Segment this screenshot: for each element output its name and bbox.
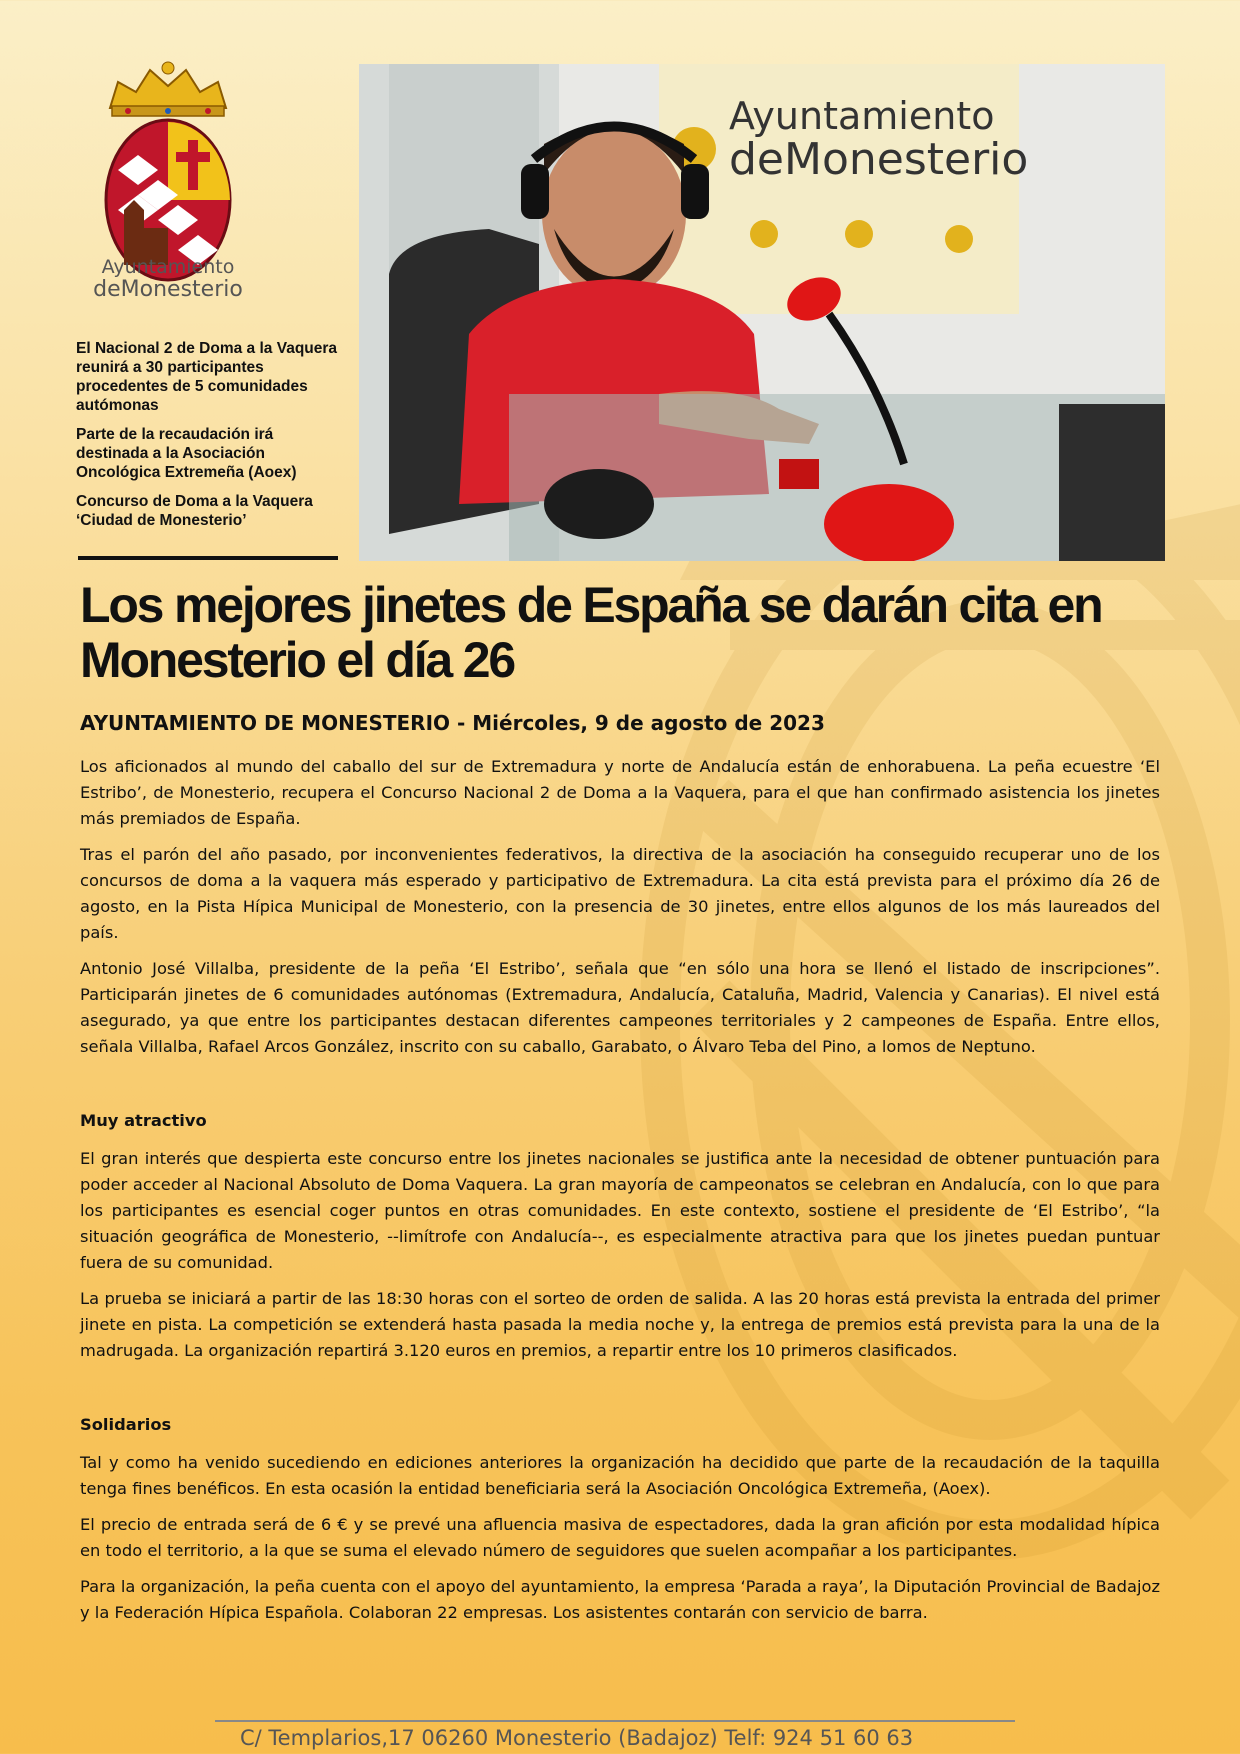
article-paragraph: La prueba se iniciará a partir de las 18:30 horas con el sorteo de orden de salida. A las 20 horas está prevista la entrada del primer jinete en pista. La competición se extenderá hasta pasada la media noche y, la entrega de premios está prevista para la una de la madrugada. La organización repartirá 3.120 euros en premios, a repartir entre los 10 primeros clasificados. — [80, 1289, 1160, 1360]
article-paragraph: Tras el parón del año pasado, por inconvenientes federativos, la directiva de la asociación ha conseguido recuperar uno de los concursos de doma a la vaquera más esperado y participativo de Extremadura. La cita está prevista para el próximo día 26 de agosto, en la Pista Hípica Municipal de Monesterio, con la presencia de 30 jinetes, entre ellos algunos de los más laureados del país. — [80, 845, 1160, 942]
sidebar-highlight: Concurso de Doma a la Vaquera ‘Ciudad de Monesterio’ — [76, 493, 313, 529]
article-paragraph: Los aficionados al mundo del caballo del sur de Extremadura y norte de Andalucía están de enhorabuena. La peña ecuestre ‘El Estribo’, de Monesterio, recupera el Concurso Nacional 2 de Doma a la Vaquera, para el que han confirmado asistencia los jinetes más premiados de España. — [80, 757, 1160, 828]
article-paragraph: Para la organización, la peña cuenta con el apoyo del ayuntamiento, la empresa ‘Parada a raya’, la Diputación Provincial de Badajoz y la Federación Hípica Española. Colaboran 22 empresas. Los asistentes contarán con servicio de barra. — [80, 1577, 1161, 1622]
section-heading: Muy atractivo — [80, 1111, 207, 1130]
section-heading: Solidarios — [80, 1415, 172, 1434]
sidebar-divider — [78, 556, 338, 560]
article-photo — [359, 64, 1165, 561]
sidebar-highlight: El Nacional 2 de Doma a la Vaquera reunirá a 30 participantes procedentes de 5 comunidades autómonas — [76, 340, 338, 414]
sidebar-highlights — [76, 339, 338, 540]
logo-line-2: deMonesterio — [93, 276, 243, 302]
article-byline: AYUNTAMIENTO DE MONESTERIO - Miércoles, 9 de agosto de 2023 — [80, 711, 825, 735]
article-paragraph: Tal y como ha venido sucediendo en ediciones anteriores la organización ha decidido que parte de la recaudación de la taquilla tenga fines benéficos. En esta ocasión la entidad beneficiaria será la Asociación Oncológica Extremeña, (Aoex). — [80, 1453, 1160, 1498]
sidebar-highlight: Parte de la recaudación irá destinada a la Asociación Oncológica Extremeña (Aoex) — [76, 426, 297, 481]
photo-banner-line-2: deMonesterio — [729, 134, 1029, 185]
logo-line-1: Ayuntamiento — [101, 256, 235, 278]
footer-address: C/ Templarios,17 06260 Monesterio (Badajoz) Telf: 924 51 60 63 — [240, 1726, 914, 1750]
logo-wordmark — [88, 258, 248, 301]
footer-divider — [215, 1720, 1015, 1722]
photo-banner-line-1: Ayuntamiento — [729, 94, 995, 138]
article-paragraph: Antonio José Villalba, presidente de la peña ‘El Estribo’, señala que “en sólo una hora se llenó el listado de inscripciones”. Participarán jinetes de 6 comunidades autónomas (Extremadura, Andalucía, Cataluña, Madrid, Valencia y Canarias). El nivel está asegurado, ya que entre los participantes destacan diferentes campeones territoriales y 2 campeones de España. Entre ellos, señala Villalba, Rafael Arcos González, inscrito con su caballo, Garabato, o Álvaro Teba del Pino, a lomos de Neptuno. — [80, 959, 1160, 1056]
article-headline: Los mejores jinetes de España se darán cita en Monesterio el día 26 — [80, 577, 1102, 688]
article-body — [80, 754, 1160, 1636]
article-paragraph: El gran interés que despierta este concurso entre los jinetes nacionales se justifica ante la necesidad de obtener puntuación para poder acceder al Nacional Absoluto de Doma Vaquera. La gran mayoría de campeonatos se celebran en Andalucía, con lo que para los participantes es esencial coger puntos en otras comunidades. En este contexto, sostiene el presidente de ‘El Estribo’, “la situación geográfica de Monesterio, --limítrofe con Andalucía--, es especialmente atractiva para que los jinetes puedan puntuar fuera de su comunidad. — [80, 1149, 1160, 1272]
article-paragraph: El precio de entrada será de 6 € y se prevé una afluencia masiva de espectadores, dada la gran afición por esta modalidad hípica en todo el territorio, a la que se suma el elevado número de seguidores que suelen acompañar a los participantes. — [80, 1515, 1160, 1560]
